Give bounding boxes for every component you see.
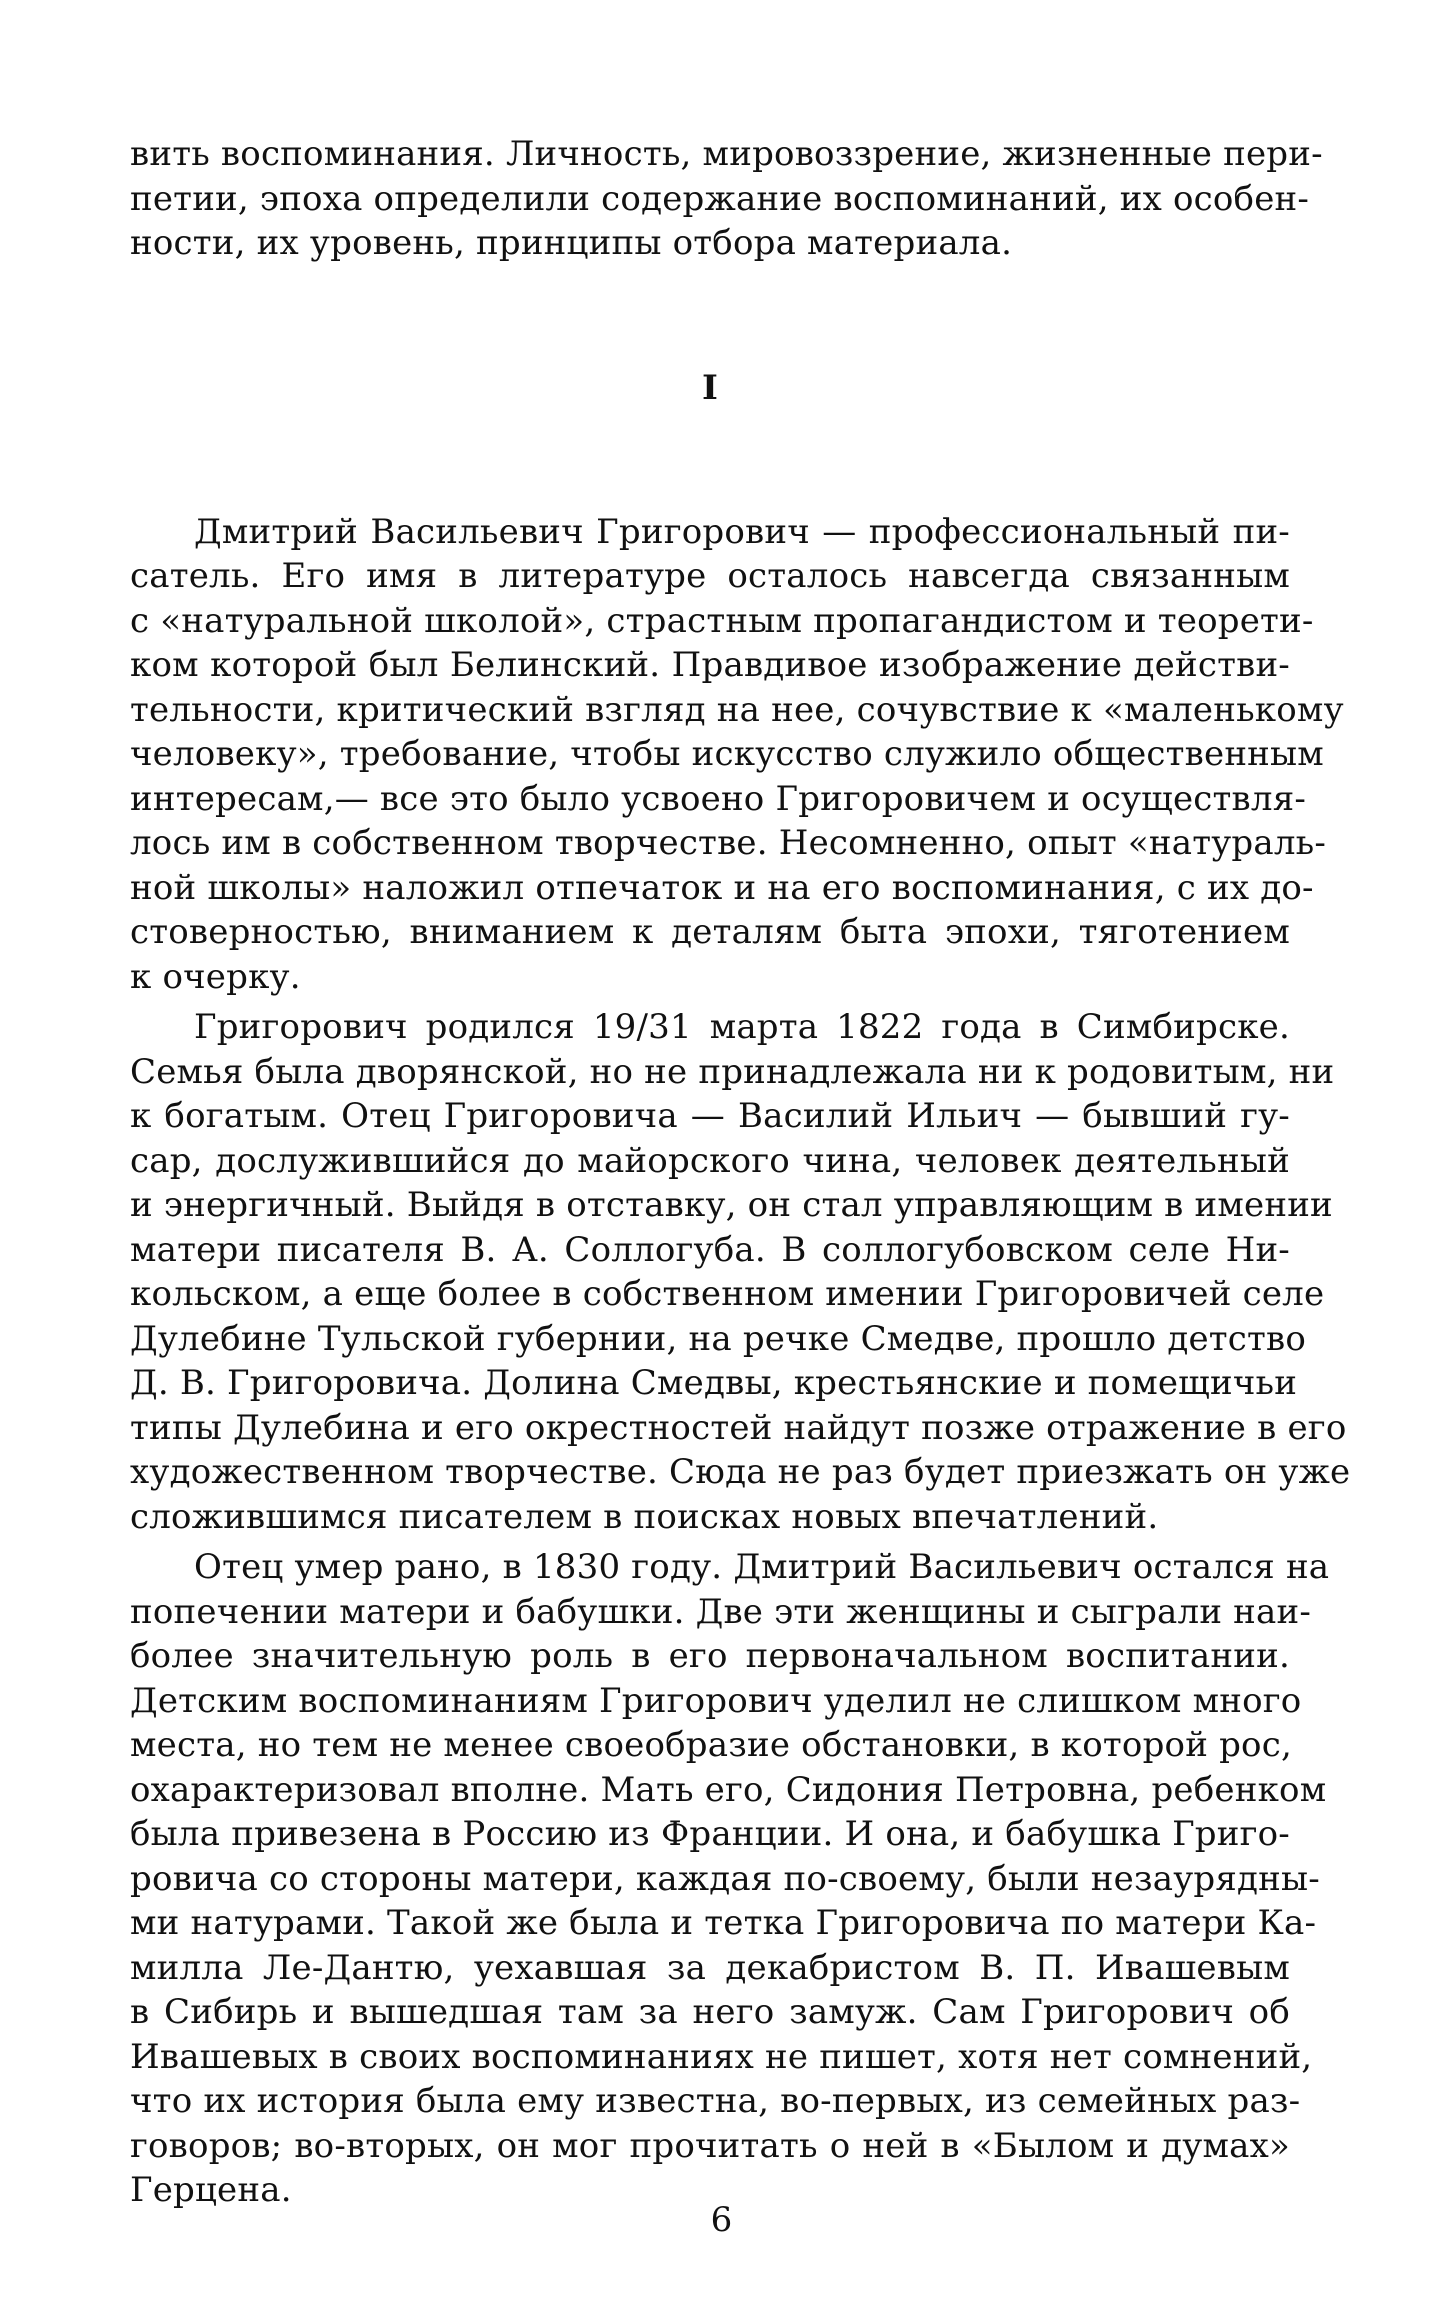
text-line: милла Ле-Дантю, уехавшая за декабристом В. П. Ивашевым (130, 1947, 1290, 1988)
text-line: говоров; во-вторых, он мог прочитать о ней в «Былом и думах» (130, 2125, 1290, 2166)
text-line: более значительную роль в его первоначальном воспитании. (130, 1636, 1290, 1676)
text-line: матери писателя В. А. Соллогуба. В соллогубовском селе Ни- (130, 1229, 1290, 1270)
text-line: Дмитрий Васильевич Григорович — профессиональный пи- (194, 511, 1290, 552)
text-line: Герцена. (130, 2170, 292, 2210)
text-line: Д. В. Григоровича. Долина Смедвы, крестьянские и помещичьи (130, 1363, 1298, 1403)
text-line: сложившимся писателем в поисках новых впечатлений. (130, 1496, 1159, 1537)
text-line: типы Дулебина и его окрестностей найдут позже отражение в его (130, 1407, 1347, 1448)
text-line: и энергичный. Выйдя в отставку, он стал управляющим в имении (130, 1185, 1333, 1225)
text-line: с «натуральной школой», страстным пропагандистом и теорети- (130, 600, 1314, 641)
page-body (130, 132, 1351, 2213)
intro-text (130, 132, 1323, 266)
text-line: художественном творчестве. Сюда не раз будет приезжать он уже (130, 1452, 1351, 1492)
text-line: что их история была ему известна, во-первых, из семейных раз- (130, 2081, 1301, 2121)
section-number: I (702, 367, 718, 408)
text-line: ми натурами. Такой же была и тетка Григоровича по матери Ка- (130, 1903, 1317, 1943)
text-line: в Сибирь и вышедшая там за него замуж. Сам Григорович об (130, 1992, 1290, 2032)
paragraph (130, 1005, 1351, 1539)
text-line: Дулебине Тульской губернии, на речке Смедве, прошло детство (130, 1318, 1307, 1359)
body-text (130, 510, 1351, 2213)
text-line: сар, дослужившийся до майорского чина, человек деятельный (130, 1140, 1290, 1181)
text-line: к очерку. (130, 956, 301, 997)
text-line: кольском, а еще более в собственном имении Григоровичей селе (130, 1274, 1325, 1314)
text-line: Детским воспоминаниям Григорович уделил не слишком много (130, 1680, 1302, 1721)
page-number: 6 (710, 2200, 733, 2240)
text-line: Григорович родился 19/31 марта 1822 года в Симбирске. (194, 1007, 1290, 1047)
text-line: к богатым. Отец Григоровича — Василий Ильич — бывший гу- (130, 1096, 1290, 1136)
text-line: была привезена в Россию из Франции. И она, и бабушка Григо- (130, 1814, 1290, 1854)
text-line: интересам,— все это было усвоено Григоровичем и осуществля- (130, 778, 1307, 819)
paragraph (130, 510, 1344, 1000)
text-line: вить воспоминания. Личность, мировоззрение, жизненные пери- (130, 134, 1323, 174)
text-line: ной школы» наложил отпечаток и на его воспоминания, с их до- (130, 867, 1314, 908)
text-line: человеку», требование, чтобы искусство служило общественным (130, 734, 1324, 774)
text-line: сатель. Его имя в литературе осталось навсегда связанным (130, 556, 1290, 596)
text-line: петии, эпоха определили содержание воспоминаний, их особен- (130, 178, 1310, 219)
text-line: Отец умер рано, в 1830 году. Дмитрий Васильевич остался на (194, 1547, 1330, 1587)
text-line: ровича со стороны матери, каждая по-своему, были незаурядны- (130, 1858, 1320, 1899)
text-line: охарактеризовал вполне. Мать его, Сидония Петровна, ребенком (130, 1769, 1327, 1810)
text-line: Семья была дворянской, но не принадлежала ни к родовитым, ни (130, 1051, 1335, 1092)
text-line: лось им в собственном творчестве. Несомненно, опыт «натураль- (130, 823, 1327, 863)
text-line: ности, их уровень, принципы отбора материала. (130, 223, 1013, 263)
text-line: места, но тем не менее своеобразие обстановки, в которой рос, (130, 1725, 1292, 1765)
text-line: попечении матери и бабушки. Две эти женщины и сыграли наи- (130, 1591, 1312, 1632)
text-line: тельности, критический взгляд на нее, сочувствие к «маленькому (130, 689, 1344, 730)
paragraph (130, 1545, 1330, 2213)
text-line: стоверностью, вниманием к деталям быта эпохи, тяготением (130, 912, 1290, 952)
text-line: Ивашевых в своих воспоминаниях не пишет, хотя нет сомнений, (130, 2036, 1313, 2077)
text-line: ком которой был Белинский. Правдивое изображение действи- (130, 645, 1290, 685)
